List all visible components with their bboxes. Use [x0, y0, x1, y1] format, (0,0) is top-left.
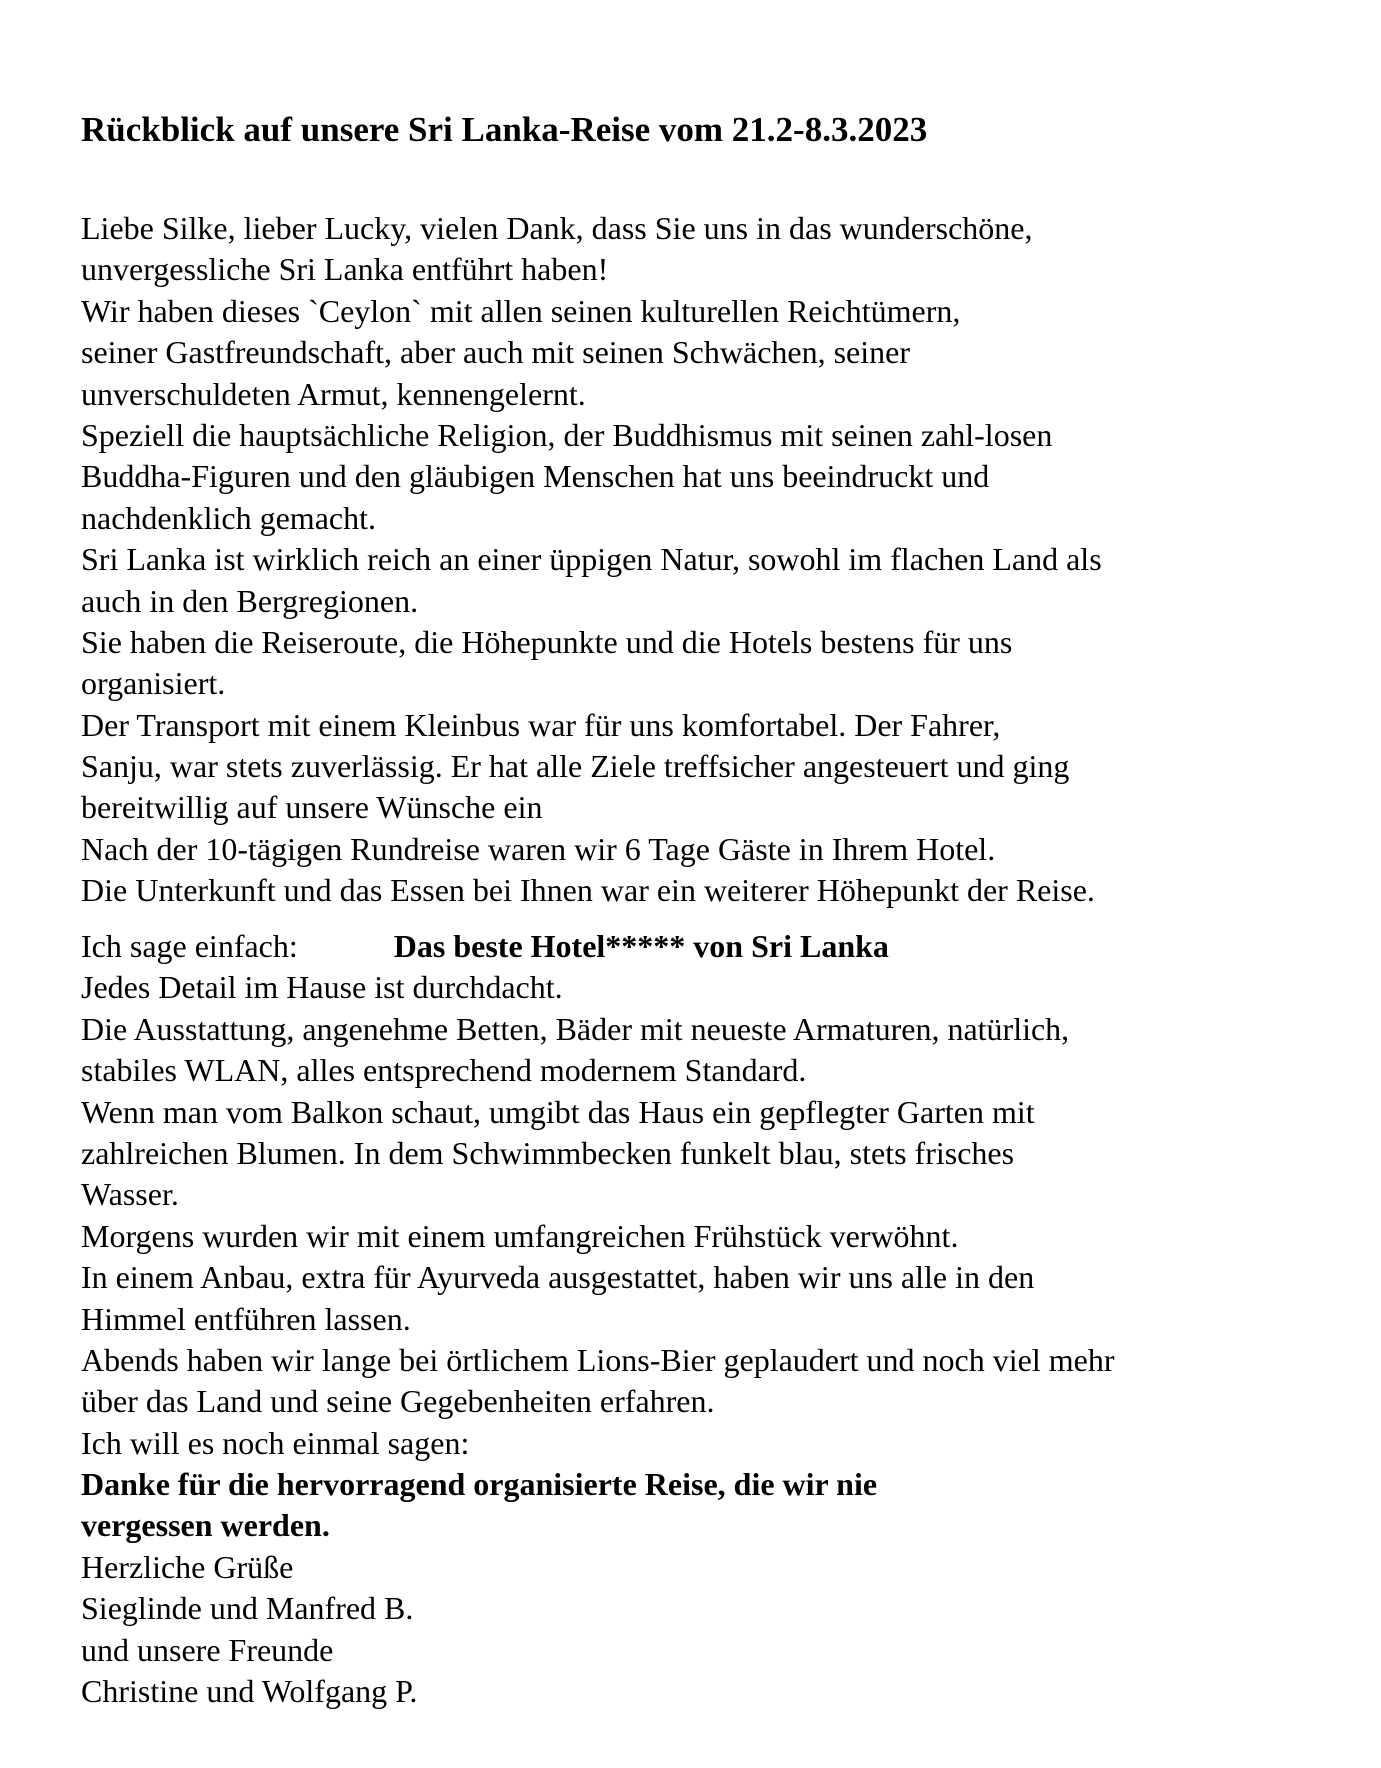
thanks-line: vergessen werden.: [81, 1507, 330, 1544]
text-line: organisiert.: [81, 665, 226, 702]
text-line: Wasser.: [81, 1176, 179, 1213]
text-line: Der Transport mit einem Kleinbus war für uns komfortabel. Der Fahrer,: [81, 706, 1001, 743]
text-line: Liebe Silke, lieber Lucky, vielen Dank, dass Sie uns in das wunderschöne,: [81, 210, 1033, 246]
text-line: bereitwillig auf unsere Wünsche ein: [81, 789, 543, 826]
highlight-lead: Ich sage einfach:: [81, 928, 298, 964]
text-line: stabiles WLAN, alles entsprechend modernem Standard.: [81, 1052, 807, 1089]
thanks-line: Danke für die hervorragend organisierte Reise, die wir nie: [81, 1466, 878, 1503]
text-line: In einem Anbau, extra für Ayurveda ausgestattet, haben wir uns alle in den: [81, 1259, 1035, 1296]
text-line: Sie haben die Reiseroute, die Höhepunkte und die Hotels bestens für uns: [81, 623, 1013, 660]
text-line: nachdenklich gemacht.: [81, 499, 376, 536]
page-title: Rückblick auf unsere Sri Lanka-Reise vom 21.2-8.3.2023: [81, 110, 928, 149]
signature-line: Sieglinde und Manfred B.: [81, 1590, 414, 1627]
text-line: Himmel entführen lassen.: [81, 1300, 411, 1337]
text-line: Wir haben dieses `Ceylon` mit allen seinen kulturellen Reichtümern,: [81, 292, 961, 329]
text-line: Die Ausstattung, angenehme Betten, Bäder mit neueste Armaturen, natürlich,: [81, 1010, 1070, 1047]
closing-greeting: Herzliche Grüße: [81, 1548, 294, 1585]
text-line: unvergessliche Sri Lanka entführt haben!: [81, 251, 609, 288]
text-line: auch in den Bergregionen.: [81, 582, 419, 619]
highlight-line: [81, 926, 1361, 967]
text-line: Jedes Detail im Hause ist durchdacht.: [81, 969, 563, 1006]
letter-body-section-2: [81, 926, 1361, 1712]
text-line: Speziell die hauptsächliche Religion, der Buddhismus mit seinen zahl-losen: [81, 416, 1053, 453]
text-line: unverschuldeten Armut, kennengelernt.: [81, 375, 586, 412]
signature-line: und unsere Freunde: [81, 1631, 334, 1668]
text-line: Ich will es noch einmal sagen:: [81, 1424, 470, 1461]
text-line: über das Land und seine Gegebenheiten erfahren.: [81, 1383, 715, 1420]
text-line: Morgens wurden wir mit einem umfangreichen Frühstück verwöhnt.: [81, 1217, 959, 1254]
text-line: seiner Gastfreundschaft, aber auch mit seinen Schwächen, seiner: [81, 334, 910, 371]
highlight-emphasis: Das beste Hotel***** von Sri Lanka: [393, 928, 889, 964]
letter-body-section-1: [81, 208, 1361, 912]
text-line: Die Unterkunft und das Essen bei Ihnen war ein weiterer Höhepunkt der Reise.: [81, 872, 1095, 909]
text-line: Sri Lanka ist wirklich reich an einer üppigen Natur, sowohl im flachen Land als: [81, 541, 1102, 578]
text-line: Abends haben wir lange bei örtlichem Lions-Bier geplaudert und noch viel mehr: [81, 1341, 1115, 1378]
text-line: Sanju, war stets zuverlässig. Er hat alle Ziele treffsicher angesteuert und ging: [81, 748, 1070, 785]
text-line: Wenn man vom Balkon schaut, umgibt das Haus ein gepflegter Garten mit: [81, 1093, 1035, 1130]
signature-line: Christine und Wolfgang P.: [81, 1673, 418, 1710]
text-line: zahlreichen Blumen. In dem Schwimmbecken funkelt blau, stets frisches: [81, 1134, 1015, 1171]
text-line: Buddha-Figuren und den gläubigen Menschen hat uns beeindruckt und: [81, 458, 990, 495]
text-line: Nach der 10-tägigen Rundreise waren wir 6 Tage Gäste in Ihrem Hotel.: [81, 830, 996, 867]
